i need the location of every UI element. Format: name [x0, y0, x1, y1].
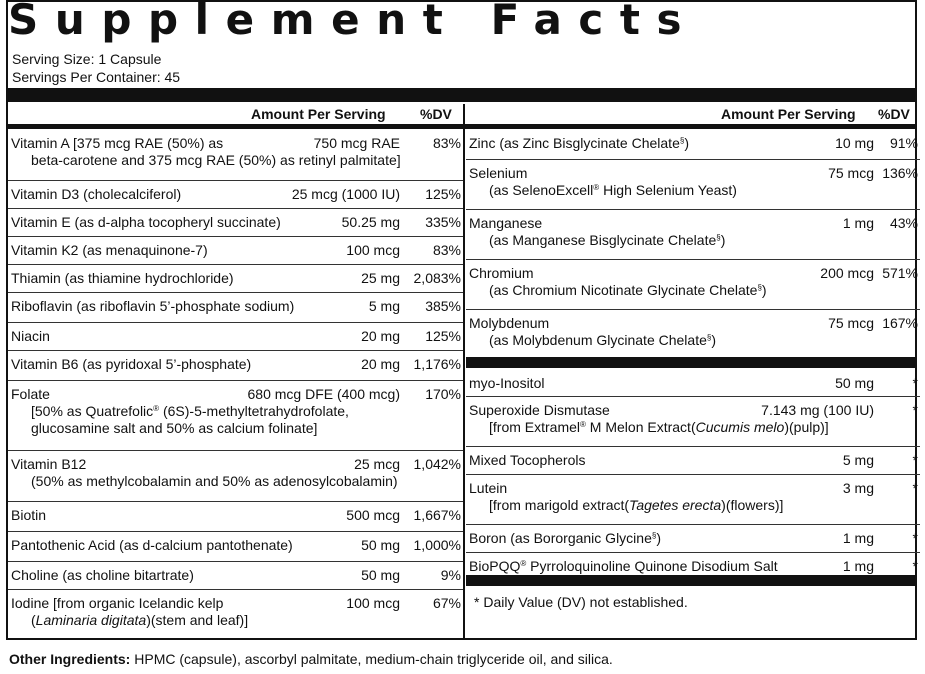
nutrient-name: Vitamin B6 (as pyridoxal 5’-phosphate) [11, 356, 252, 372]
nutrient-dv: * [912, 402, 918, 418]
other-ingredients-label: Other Ingredients: [9, 651, 131, 667]
nutrient-dv: * [912, 530, 918, 546]
nutrient-dv: 385% [425, 298, 461, 314]
nutrient-amount: 200 mcg [820, 265, 874, 281]
nutrient-amount: 750 mcg RAE [313, 135, 400, 151]
nutrient-line [466, 375, 920, 392]
nutrient-name: Vitamin K2 (as menaquinone-7) [11, 242, 208, 258]
nutrient-line [8, 456, 463, 473]
nutrient-amount: 20 mg [361, 328, 400, 344]
nutrient-amount: 100 mcg [346, 595, 400, 611]
nutrient-row [466, 259, 920, 303]
nutrient-line [466, 265, 920, 282]
amount-header-right: Amount Per Serving [721, 106, 856, 122]
nutrient-amount: 50 mg [361, 537, 400, 553]
nutrient-dv: 136% [882, 165, 918, 181]
nutrient-row [8, 350, 463, 377]
nutrient-detail: (as Molybdenum Glycinate Chelate§) [489, 332, 717, 348]
nutrient-line [8, 152, 463, 169]
nutrient-amount: 50 mg [835, 375, 874, 391]
nutrient-line [8, 595, 463, 612]
nutrient-line [8, 298, 463, 315]
nutrient-line [8, 328, 463, 345]
nutrient-amount: 50.25 mg [341, 214, 400, 230]
nutrient-dv: 335% [425, 214, 461, 230]
nutrient-name: Vitamin D3 (cholecalciferol) [11, 186, 182, 202]
nutrient-line [466, 232, 920, 249]
nutrient-row [8, 236, 463, 263]
nutrient-amount: 75 mcg [828, 165, 874, 181]
right-thick-rule-mid [466, 357, 915, 368]
nutrient-amount: 25 mg [361, 270, 400, 286]
nutrient-name: Niacin [11, 328, 50, 344]
nutrient-line [8, 420, 463, 437]
nutrient-name: Thiamin (as thiamine hydrochloride) [11, 270, 234, 286]
nutrient-line [466, 558, 920, 575]
servings-per-container: Servings Per Container: 45 [12, 69, 181, 85]
nutrient-name: Iodine [from organic Icelandic kelp [11, 595, 224, 611]
nutrient-detail: beta-carotene and 375 mcg RAE (50%) as retinyl palmitate] [31, 152, 401, 168]
panel-title: Supplement Facts [8, 0, 699, 44]
nutrient-row [8, 501, 463, 528]
nutrient-name: Chromium [469, 265, 534, 281]
nutrient-dv: 43% [889, 215, 918, 231]
column-divider [463, 104, 465, 639]
nutrient-row [466, 209, 920, 253]
nutrient-detail: (50% as methylcobalamin and 50% as adenosylcobalamin) [31, 473, 398, 489]
right-thick-rule-bottom [466, 575, 915, 586]
nutrient-dv: 1,000% [413, 537, 461, 553]
nutrient-amount: 75 mcg [828, 315, 874, 331]
nutrient-line [466, 332, 920, 349]
nutrient-row [8, 180, 463, 207]
nutrient-line [466, 480, 920, 497]
nutrient-line [8, 507, 463, 524]
nutrient-amount: 20 mg [361, 356, 400, 372]
nutrient-row [8, 380, 463, 441]
nutrient-line [8, 270, 463, 287]
nutrient-name: Vitamin E (as d-alpha tocopheryl succinate) [11, 214, 281, 230]
nutrient-name: Riboflavin (as riboflavin 5’-phosphate sodium) [11, 298, 295, 314]
nutrient-amount: 1 mg [842, 215, 874, 231]
nutrient-dv: * [912, 480, 918, 496]
nutrient-amount: 3 mg [842, 480, 874, 496]
nutrient-line [466, 165, 920, 182]
other-ingredients-text: HPMC (capsule), ascorbyl palmitate, medium-chain triglyceride oil, and silica. [130, 651, 613, 667]
nutrient-name: BioPQQ® Pyrroloquinoline Quinone Disodium Salt [469, 558, 778, 574]
nutrient-amount: 100 mcg [346, 242, 400, 258]
nutrient-line [466, 497, 920, 514]
nutrient-dv: 2,083% [413, 270, 461, 286]
nutrient-row [466, 524, 920, 551]
nutrient-row [8, 130, 463, 174]
nutrient-line [8, 403, 463, 420]
nutrient-row [8, 322, 463, 349]
nutrient-detail: (Laminaria digitata)(stem and leaf)] [31, 612, 249, 628]
amount-header-left: Amount Per Serving [251, 106, 386, 122]
nutrient-line [466, 452, 920, 469]
nutrient-dv: 1,176% [413, 356, 461, 372]
nutrient-line [8, 214, 463, 231]
nutrient-name: Boron (as Bororganic Glycine§) [469, 530, 661, 546]
nutrient-row [466, 474, 920, 518]
nutrient-line [8, 356, 463, 373]
nutrient-amount: 680 mcg DFE (400 mcg) [247, 386, 400, 402]
nutrient-dv: 571% [882, 265, 918, 281]
serving-size: Serving Size: 1 Capsule [12, 51, 162, 67]
nutrient-name: Choline (as choline bitartrate) [11, 567, 194, 583]
nutrient-row [8, 531, 463, 558]
dv-header-left: %DV [420, 106, 452, 122]
nutrient-name: myo-Inositol [469, 375, 545, 391]
nutrient-name: Vitamin A [375 mcg RAE (50%) as [11, 135, 224, 151]
nutrient-detail: [50% as Quatrefolic® (6S)-5-methyltetrahydrofolate, [31, 403, 349, 419]
nutrient-name: Biotin [11, 507, 47, 523]
nutrient-detail: (as SelenoExcell® High Selenium Yeast) [489, 182, 737, 198]
nutrient-row [466, 309, 920, 353]
nutrient-dv: 1,667% [413, 507, 461, 523]
nutrient-dv: * [912, 452, 918, 468]
nutrient-amount: 25 mcg [354, 456, 400, 472]
nutrient-amount: 50 mg [361, 567, 400, 583]
nutrient-amount: 25 mcg (1000 IU) [291, 186, 400, 202]
nutrient-row [466, 370, 920, 397]
nutrient-detail: glucosamine salt and 50% as calcium folinate] [31, 420, 318, 436]
nutrient-amount: 5 mg [842, 452, 874, 468]
nutrient-dv: * [912, 558, 918, 574]
nutrient-dv: 67% [432, 595, 461, 611]
nutrient-line [8, 612, 463, 629]
nutrient-name: Zinc (as Zinc Bisglycinate Chelate§) [469, 135, 689, 151]
nutrient-line [466, 530, 920, 547]
nutrient-line [466, 282, 920, 299]
nutrient-row [8, 589, 463, 633]
nutrient-row [466, 396, 920, 440]
nutrient-dv: 170% [425, 386, 461, 402]
nutrient-name: Molybdenum [469, 315, 550, 331]
nutrient-dv: * [912, 375, 918, 391]
nutrient-amount: 5 mg [368, 298, 400, 314]
nutrient-line [8, 567, 463, 584]
nutrient-amount: 7.143 mg (100 IU) [761, 402, 874, 418]
nutrient-row [8, 264, 463, 291]
nutrient-line [8, 473, 463, 490]
nutrient-name: Vitamin B12 [11, 456, 87, 472]
nutrient-dv: 91% [889, 135, 918, 151]
nutrient-line [8, 386, 463, 403]
nutrient-row [466, 159, 920, 203]
nutrient-line [466, 215, 920, 232]
header-rule [8, 124, 915, 129]
nutrient-name: Lutein [469, 480, 508, 496]
supplement-facts-panel [6, 0, 917, 640]
nutrient-line [466, 182, 920, 199]
nutrient-line [8, 242, 463, 259]
nutrient-amount: 1 mg [842, 530, 874, 546]
nutrient-dv: 9% [440, 567, 461, 583]
nutrient-dv: 167% [882, 315, 918, 331]
nutrient-amount: 500 mcg [346, 507, 400, 523]
nutrient-dv: 125% [425, 328, 461, 344]
nutrient-name: Pantothenic Acid (as d-calcium pantothenate) [11, 537, 293, 553]
nutrient-amount: 10 mg [835, 135, 874, 151]
nutrient-row [466, 130, 920, 157]
nutrient-line [466, 315, 920, 332]
nutrient-row [8, 208, 463, 235]
nutrient-name: Manganese [469, 215, 543, 231]
thick-rule-top [8, 88, 915, 102]
nutrient-detail: (as Manganese Bisglycinate Chelate§) [489, 232, 726, 248]
nutrient-dv: 1,042% [413, 456, 461, 472]
other-ingredients [9, 651, 613, 668]
nutrient-dv: 83% [432, 135, 461, 151]
nutrient-dv: 125% [425, 186, 461, 202]
nutrient-name: Superoxide Dismutase [469, 402, 610, 418]
nutrient-row [466, 446, 920, 473]
dv-footnote: * Daily Value (DV) not established. [474, 594, 688, 610]
nutrient-name: Selenium [469, 165, 528, 181]
nutrient-line [466, 419, 920, 436]
nutrient-line [8, 537, 463, 554]
nutrient-amount: 1 mg [842, 558, 874, 574]
nutrient-line [466, 135, 920, 152]
nutrient-line [8, 186, 463, 203]
nutrient-line [466, 402, 920, 419]
nutrient-line [8, 135, 463, 152]
nutrient-detail: [from Extramel® M Melon Extract(Cucumis melo)(pulp)] [489, 419, 829, 435]
nutrient-dv: 83% [432, 242, 461, 258]
nutrient-detail: (as Chromium Nicotinate Glycinate Chelate§) [489, 282, 767, 298]
nutrient-name: Mixed Tocopherols [469, 452, 586, 468]
nutrient-row [8, 450, 463, 494]
nutrient-row [8, 292, 463, 319]
dv-header-right: %DV [878, 106, 910, 122]
nutrient-row [8, 561, 463, 588]
nutrient-detail: [from marigold extract(Tagetes erecta)(flowers)] [489, 497, 784, 513]
nutrient-name: Folate [11, 386, 50, 402]
